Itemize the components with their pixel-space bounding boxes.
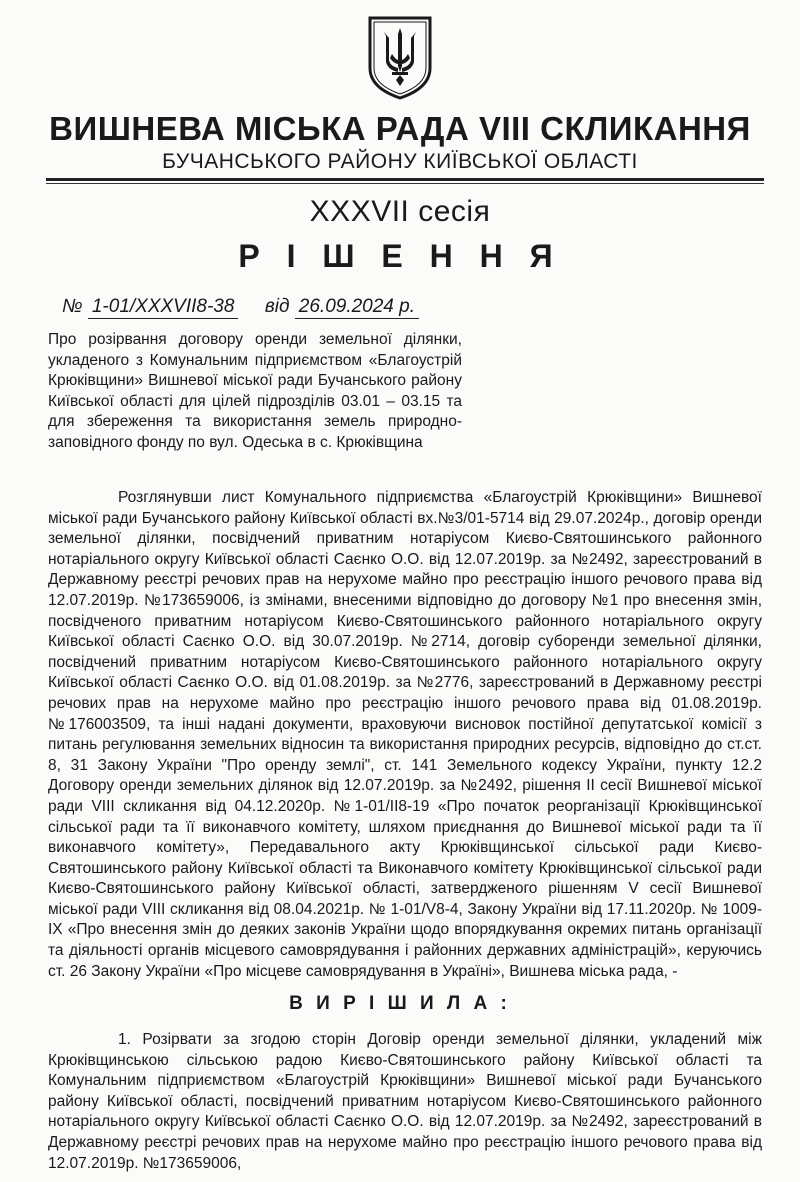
preamble-paragraph: Розглянувши лист Комунального підприємства «Благоустрій Крюківщини» Вишневої міської ради Бучанського району Київської області вх.№3/01-5714 від 29.07.2024р., договір оренди земельної ділянки, посвідчений приватним нотаріусом Києво-Святошинського районного нотаріального округу Київської області Саєнко О.О. від 12.07.2019р. за №2492, зареєстрований в Державному реєстрі речових прав на нерухоме майно про реєстрацію іншого речового права від 12.07.2019р. №173659006, із змінами, внесеними відповідно до договору №1 про внесення змін, посвідченого приватним нотаріусом Києво-Святошинського районного нотаріального округу Київської області Саєнко О.О. від 30.07.2019р. №2714, договір суборенди земельної ділянки, посвідчений приватним нотаріусом Києво-Святошинського районного нотаріального округу Київської області Саєнко О.О. від 01.08.2019р. за №2776, зареєстрований в Державному реєстрі речових прав на нерухоме майно про реєстрацію іншого речового права від 01.08.2019р. №176003509, та інші надані документи, враховуючи висновок постійної депутатської комісії з питань регулювання земельних відносин та використання природних ресурсів, відповідно до ст.ст. 8, 31 Закону України "Про оренду землі", ст. 141 Земельного кодексу України, пункту 12.2 Договору оренди земельних ділянок від 12.07.2019р. за №2492, рішення ІІ сесії Вишневої міської ради VIII скликання від 04.12.2020р. №1-01/ІІ8-19 «Про початок реорганізації Крюківщинської сільської ради та її виконавчого комітету, шляхом приєднання до Вишневої міської ради та її виконавчого комітету», Передавального акту Крюківщинської сільської ради Києво-Святошинського району Київської області та Виконавчого комітету Крюківщинської сільської ради Києво-Святошинського району Київської області, затвердженого рішенням V сесії Вишневої міської ради VIII скликання від 08.04.2021р. № 1-01/V8-4, Закону України від 17.11.2020р. № 1009-IX «Про внесення змін до деяких законів України щодо впорядкування окремих питань організації та діяльності органів місцевого самоврядування і районних державних адміністрацій», керуючись ст. 26 Закону України «Про місцеве самоврядування в Україні», Вишнева міська рада, - — [48, 489, 762, 980]
session-title: XXXVII сесія — [309, 195, 491, 228]
decision-date: 26.09.2024 р. — [295, 296, 419, 319]
resolved-heading: В И Р І Ш И Л А : — [289, 993, 511, 1014]
number-label: № — [62, 296, 83, 317]
resolution-item-1: 1. Розірвати за згодою сторін Договір оренди земельної ділянки, укладений між Крюківщинською сільською радою Києво-Святошинського району Київської області та Комунальним підприємством «Благоустрій Крюківщини» Вишневої міської ради Бучанського району Київської області, посвідчений приватним нотаріусом Києво-Святошинського районного нотаріального округу Київської області Саєнко О.О. від 12.07.2019р. за №2492, зареєстрований в Державному реєстрі речових прав на нерухоме майно про реєстрацію іншого речового права від 12.07.2019р. №173659006, — [48, 1031, 762, 1172]
header-rule-thick — [46, 178, 764, 181]
header-rule-thin — [46, 183, 764, 184]
decision-number: 1-01/XXXVII8-38 — [88, 296, 239, 319]
date-label: від — [264, 296, 290, 317]
council-title: ВИШНЕВА МІСЬКА РАДА VIII СКЛИКАННЯ — [49, 110, 751, 147]
trident-coat-of-arms-icon — [366, 14, 434, 100]
council-subtitle: БУЧАНСЬКОГО РАЙОНУ КИЇВСЬКОЇ ОБЛАСТІ — [162, 150, 638, 173]
decision-subject: Про розірвання договору оренди земельної ділянки, укладеного з Комунальним підприємством «Благоустрій Крюківщини» Вишневої міської ради Бучанського району Київської області для цілей підрозділів 03.01 – 03.15 та для збереження та використання земель природно-заповідного фонду по вул. Одеська в с. Крюківщина — [48, 331, 462, 451]
decision-number-line — [62, 296, 419, 319]
decision-heading: Р І Ш Е Н Н Я — [238, 238, 562, 274]
